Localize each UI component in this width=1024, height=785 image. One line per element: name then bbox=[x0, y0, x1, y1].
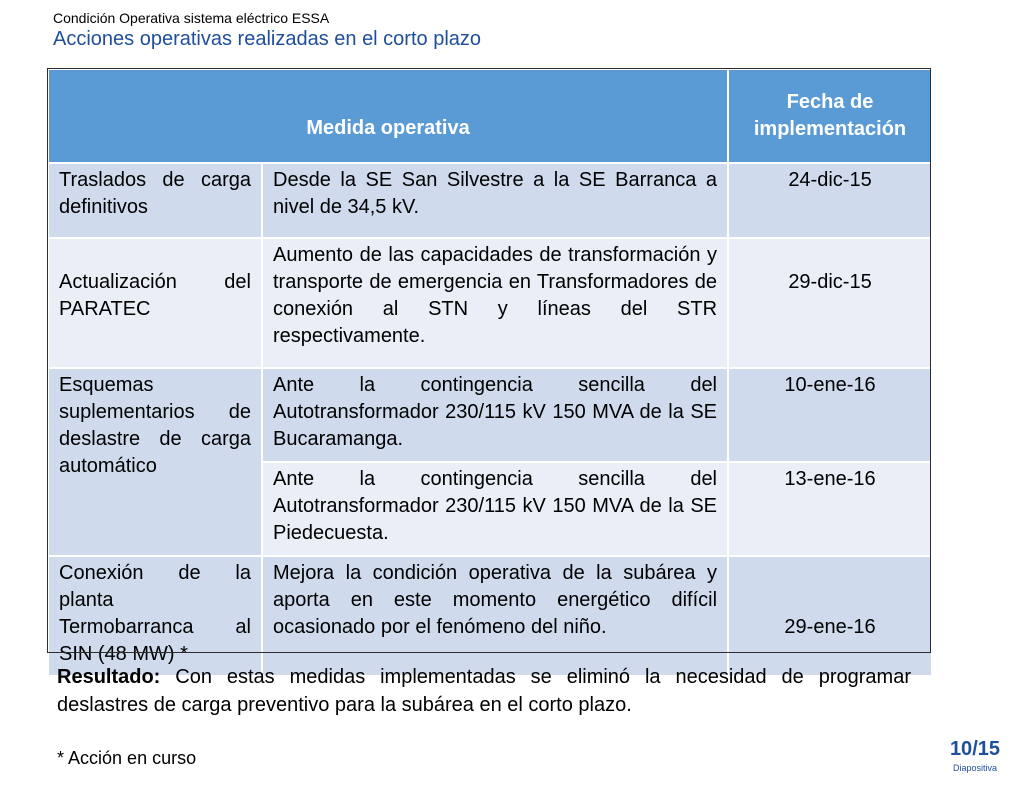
header-medida-operativa: Medida operativa bbox=[48, 69, 728, 163]
row-measure: Mejora la condición operativa de la subárea y aporta en este momento energético difícil ocasionado por el fenómeno del niño. bbox=[262, 556, 728, 676]
result-paragraph bbox=[57, 663, 911, 719]
page-total: 15 bbox=[977, 738, 1000, 760]
row-measure: Aumento de las capacidades de transformación y transporte de emergencia en Transformadores de conexión al STN y líneas del STR respectivamente. bbox=[262, 238, 728, 368]
footnote-text: Acción en curso bbox=[68, 748, 197, 768]
row-measure: Desde la SE San Silvestre a la SE Barranca a nivel de 34,5 kV. bbox=[262, 163, 728, 238]
slide-title: Acciones operativas realizadas en el corto plazo bbox=[53, 28, 482, 50]
table-row bbox=[48, 556, 932, 676]
table-row bbox=[48, 368, 932, 462]
page-label: Diapositiva bbox=[952, 763, 997, 773]
row-measure: Ante la contingencia sencilla del Autotransformador 230/115 kV 150 MVA de la SE Bucaramanga. bbox=[262, 368, 728, 462]
result-text: Con estas medidas implementadas se eliminó la necesidad de programar deslastres de carga preventivo para la subárea en el corto plazo. bbox=[57, 666, 911, 716]
page-current: 10 bbox=[949, 738, 973, 760]
row-category: Esquemas suplementarios de deslastre de carga automático bbox=[48, 368, 262, 556]
footnote bbox=[57, 748, 196, 769]
page-indicator bbox=[950, 738, 1000, 773]
row-category: Actualización del PARATEC bbox=[48, 238, 262, 368]
row-date: 10-ene-16 bbox=[728, 368, 932, 462]
row-date: 29-dic-15 bbox=[728, 238, 932, 368]
table-header-row bbox=[48, 69, 932, 163]
operations-table bbox=[47, 68, 933, 677]
row-measure: Ante la contingencia sencilla del Autotransformador 230/115 kV 150 MVA de la SE Piedecuesta. bbox=[262, 462, 728, 556]
page-separator: / bbox=[972, 738, 978, 760]
slide-subtitle: Condición Operativa sistema eléctrico ESSA bbox=[53, 10, 330, 26]
row-category: Conexión de la planta Termobarranca al SIN (48 MW) * bbox=[48, 556, 262, 676]
header-fecha-implementacion: Fecha de implementación bbox=[728, 69, 932, 163]
result-label: Resultado: bbox=[57, 666, 161, 688]
footnote-marker: * bbox=[57, 748, 65, 768]
table-row bbox=[48, 163, 932, 238]
row-date: 29-ene-16 bbox=[728, 556, 932, 676]
row-date: 13-ene-16 bbox=[728, 462, 932, 556]
row-date: 24-dic-15 bbox=[728, 163, 932, 238]
row-category: Traslados de carga definitivos bbox=[48, 163, 262, 238]
table-row bbox=[48, 238, 932, 368]
